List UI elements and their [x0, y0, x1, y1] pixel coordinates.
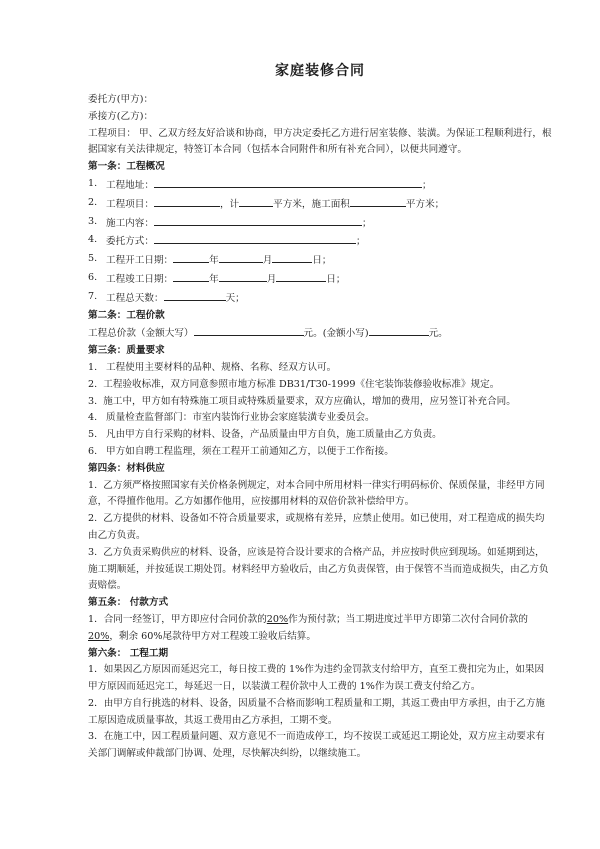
start-month-blank[interactable]: [219, 251, 263, 263]
item-text: 甲方如自聘工程监理，须在工程开工前通知乙方，以便于工作衔接。: [106, 445, 394, 457]
field-label: 施工内容：: [106, 217, 154, 229]
field-label: 委托方式：: [106, 236, 154, 248]
field-text: 天；: [225, 292, 245, 304]
list-item: [88, 251, 552, 270]
list-item: [88, 444, 552, 461]
section-6-heading: 第六条： 工程工期: [88, 647, 169, 659]
field-tail: ；: [361, 217, 372, 229]
field-label: 工程竣工日期：: [106, 273, 174, 285]
field-label: 工程地址：: [106, 179, 154, 191]
list-item: [88, 360, 552, 377]
item-text: 施工中，甲方如有特殊施工项目或特殊质量要求，双方应确认，增加的费用，应另签订补充合同。: [103, 395, 516, 407]
field-label: 工程项目：: [106, 198, 154, 210]
payment-percent: 20%: [88, 630, 110, 642]
party-a-line: 委托方(甲方)：: [88, 94, 154, 105]
item-text: 乙方负责采购供应的材料、设备，应该是符合设计要求的合格产品，并应按时供应到现场。如延期到达，施工期顺延，并按延误工期处罚。材料经甲方验收后，由乙方负责保管，由于保管不当而造成损失，由乙方负责赔偿。: [88, 546, 549, 592]
field-label: 工程开工日期：: [106, 255, 174, 267]
section-2-heading: 第二条：工程价款: [88, 309, 165, 321]
item-text: 工程使用主要材料的品种、规格、名称、经双方认可。: [106, 361, 337, 373]
list-item: [88, 214, 552, 233]
field-text: 平方米，施工面积: [273, 198, 350, 210]
price-label: 元。: [428, 328, 448, 340]
item-number: 4.: [88, 412, 98, 424]
item-number: 4.: [88, 234, 98, 246]
field-text: 年: [209, 273, 219, 285]
list-item: [88, 478, 552, 512]
list-item: [88, 427, 552, 444]
total-days-blank[interactable]: [164, 289, 226, 301]
project-blank[interactable]: [154, 195, 220, 207]
construction-area-blank[interactable]: [350, 195, 406, 207]
end-month-blank[interactable]: [219, 270, 267, 282]
payment-text: ，剩余 60%尾款待甲方对工程竣工验收后结算。: [109, 630, 316, 642]
field-text: 年: [209, 255, 219, 267]
item-number: 6.: [88, 271, 98, 283]
list-item: [88, 545, 552, 595]
field-text: ，计: [219, 198, 240, 210]
start-day-blank[interactable]: [272, 251, 312, 263]
payment-percent: 20%: [266, 613, 289, 625]
item-number: 5.: [88, 429, 98, 441]
item-number: 1.: [88, 177, 98, 189]
page-title: 家庭装修合同: [275, 63, 365, 79]
commission-blank[interactable]: [154, 232, 356, 244]
price-label: 元。(金额小写): [303, 328, 369, 340]
item-number: 5.: [88, 253, 98, 265]
item-text: 乙方提供的材料、设备如不符合质量要求，或规格有差异，应禁止使用。如已使用，对工程造成的损失均由乙方负责。: [88, 513, 545, 541]
price-line: [88, 324, 552, 343]
end-year-blank[interactable]: [173, 270, 209, 282]
list-item: [88, 377, 552, 394]
item-text: 工程验收标准，双方同意参照市地方标准 DB31/T30-1999《住宅装饰装修验收标准》规定。: [103, 378, 500, 390]
section-4-heading: 第四条：材料供应: [88, 462, 165, 474]
section-5-heading: 第五条： 付款方式: [88, 597, 169, 609]
list-item: [88, 511, 552, 545]
item-text: 乙方须严格按照国家有关价格条例规定，对本合同中所用材料一律实行明码标价、保质保量，非经甲方同意，不得擅作他用。乙方如挪作他用，应按挪用材料的双倍价款补偿给甲方。: [88, 479, 545, 508]
list-item: [88, 195, 552, 214]
area-blank[interactable]: [239, 195, 273, 207]
item-number: 1.: [88, 361, 98, 373]
item-number: 1.: [88, 479, 98, 491]
list-item: [88, 410, 552, 427]
price-lower-blank[interactable]: [369, 324, 429, 336]
item-text: 质量检查监督部门：市室内装饰行业协会家庭装潢专业委员会。: [106, 412, 375, 424]
field-text: 月: [262, 255, 273, 267]
list-item: 2．由甲方自行挑选的材料、设备，因质量不合格而影响工程质量和工期，其返工费由甲方承担，由于乙方施工原因造成质量事故，其返工费用由乙方承担，工期不变。: [88, 697, 546, 726]
item-number: 6.: [88, 445, 98, 457]
item-number: 7.: [88, 290, 98, 302]
list-item: [88, 394, 552, 411]
price-upper-blank[interactable]: [194, 324, 304, 336]
list-item: [88, 232, 552, 251]
item-number: 3.: [88, 395, 98, 407]
list-item: 1．如果因乙方原因而延迟完工，每日按工费的 1%作为违约金罚款支付给甲方，直至工费扣完为止，如果因甲方原因而延迟完工，每延迟一日，以装潢工程价款中人工费的 1%作为误工费支付给乙方。: [88, 664, 545, 693]
list-item: [88, 270, 552, 289]
item-text: 凡由甲方自行采购的材料、设备，产品质量由甲方自负，施工质量由乙方负责。: [106, 429, 442, 441]
list-item: 3．在施工中，因工程质量问题、双方意见不一而造成停工，均不按误工或延迟工期论处，双方应主动要求有关部门调解或仲裁部门协调、处理，尽快解决纠纷，以继续施工。: [88, 731, 546, 760]
field-tail: ；: [421, 179, 432, 191]
field-text: 日；: [326, 273, 346, 285]
address-blank[interactable]: [154, 176, 422, 188]
party-b-line: 承接方(乙方)：: [88, 110, 154, 122]
payment-text: 作为预付款；当工期进度过半甲方即第二次付合同价款的: [288, 613, 528, 625]
section-3-heading: 第三条：质量要求: [88, 345, 165, 357]
price-label: 工程总价款（金额大写）: [88, 328, 194, 340]
payment-paragraph: [88, 612, 552, 646]
item-number: 2.: [88, 378, 98, 390]
intro-paragraph: 工程项目： 甲、乙双方经友好洽谈和协商，甲方决定委托乙方进行居室装修、装潢。为保证工程顺利进行，根据国家有关法律规定，特签订本合同（包括本合同附件和所有补充合同），以便共同遵守。: [88, 127, 552, 156]
field-text: 月: [266, 273, 277, 285]
item-number: 3.: [88, 215, 98, 227]
field-text: 平方米；: [405, 198, 445, 210]
list-item: [88, 176, 552, 195]
list-item: [88, 289, 552, 308]
item-number: 2.: [88, 513, 98, 525]
content-blank[interactable]: [154, 214, 362, 226]
item-number: 2.: [88, 196, 98, 208]
start-year-blank[interactable]: [173, 251, 209, 263]
field-text: 日；: [312, 255, 332, 267]
field-label: 工程总天数：: [106, 292, 164, 304]
item-number: 3.: [88, 546, 98, 558]
payment-text: 1．合同一经签订，甲方即应付合同价款的: [88, 613, 267, 625]
section-1-heading: 第一条：工程概况: [88, 161, 165, 173]
field-tail: ；: [355, 236, 366, 248]
end-day-blank[interactable]: [276, 270, 326, 282]
